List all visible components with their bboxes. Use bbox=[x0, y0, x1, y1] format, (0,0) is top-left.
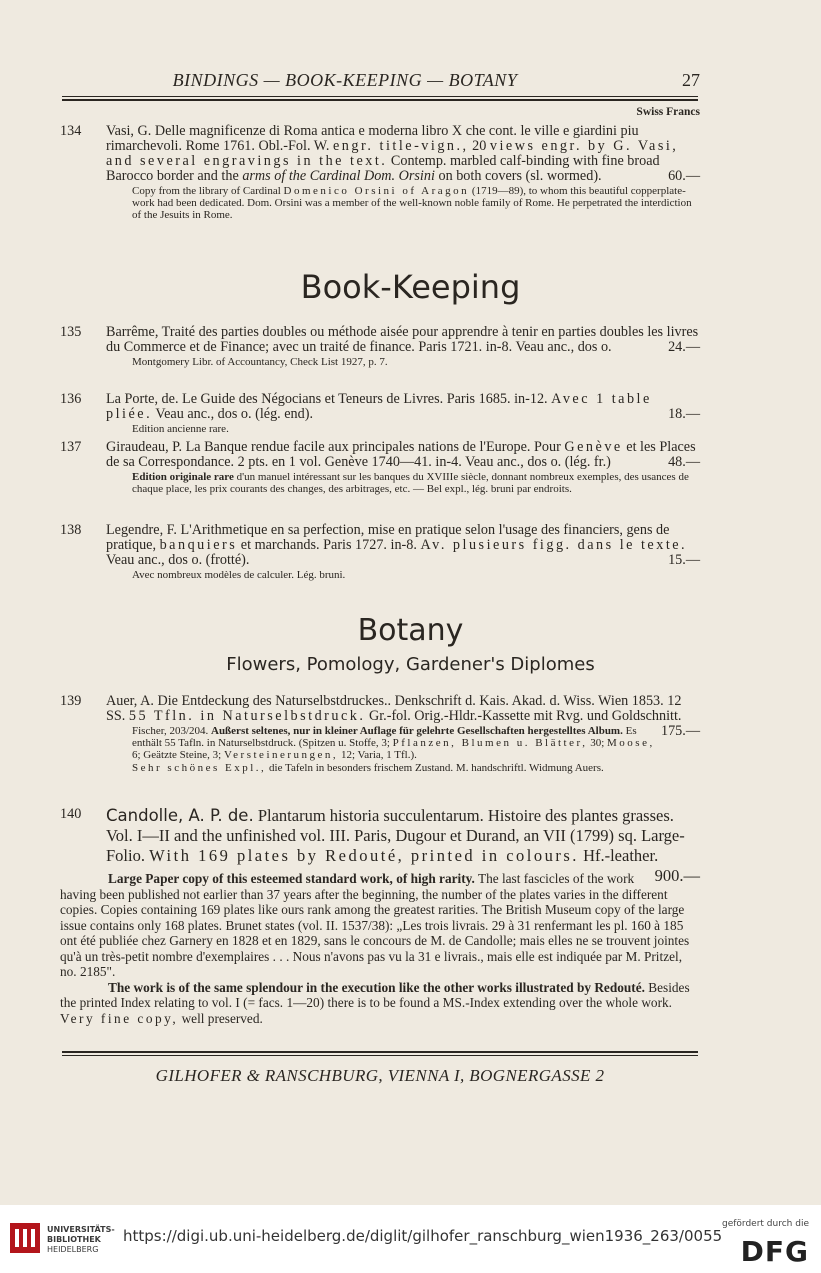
entry-note: Montgomery Libr. of Accountancy, Check List 1927, p. 7. bbox=[132, 356, 388, 368]
entry-text: on both covers (sl. wormed). bbox=[438, 168, 602, 184]
entry-text: Legendre, F. L'Arithmetique en sa perfection, mise en pratique selon l'usage des financiers, gens de pratique, bbox=[106, 522, 670, 553]
header-rule-thick bbox=[62, 99, 698, 101]
entry-text-spaced: Avec 1 table pliée. bbox=[106, 391, 652, 422]
currency-label: Swiss Francs bbox=[636, 106, 700, 118]
price: 15.— bbox=[668, 552, 700, 568]
entry-139 bbox=[60, 694, 700, 774]
entry-note: Sehr schönes Expl., die Tafeln in besonders frischem Zustand. M. handschriftl. Widmung Auers. bbox=[132, 762, 604, 774]
entry-text: Veau anc., dos o. (lég. end). bbox=[155, 406, 314, 422]
section-title-bookkeeping: Book-Keeping bbox=[300, 268, 521, 306]
entry-text: Auer, A. Die Entdeckung des Naturselbstdruckes.. Denkschrift d. Kais. Akad. d. Wiss. Wien 1853. 12 SS. bbox=[106, 693, 682, 724]
entry-text-spaced: banquiers bbox=[159, 537, 238, 553]
entry-140 bbox=[60, 806, 700, 1026]
entry-number: 139 bbox=[60, 693, 82, 709]
price: 18.— bbox=[668, 406, 700, 422]
section-title-botany: Botany bbox=[357, 613, 464, 648]
entry-text: Veau anc., dos o. (frotté). bbox=[106, 552, 250, 568]
university-logo-icon bbox=[8, 1221, 42, 1255]
entry-note: Fischer, 203/204. Außerst seltenes, nur in kleiner Auflage für gelehrte Gesellschaften hergestelltes Album. Es enthält 55 Tafln. in Naturselbstdruck. (Spitzen u. Stoffe, 3; Pflanzen, Blumen u. Blätter, 30; Moose, 6; Geätzte Steine, 3; Versteinerungen, 12; Varia, 1 Tfl.). bbox=[132, 725, 655, 761]
footer-rule-thin bbox=[62, 1055, 698, 1056]
entry-text-spaced: views engr. by G. Vasi, and several engravings in the text. bbox=[106, 138, 679, 169]
entry-paragraph: Large Paper copy of this esteemed standard work, of high rarity. The last fascicles of the work having been published not earlier than 37 years after the beginning, the number of the plates varies in the different copies. Copies containing 169 plates like ours rank among the greatest rarities. The British Museum copy of the large issue contains only 168 plates. Brunet states (vol. II. 1537/38): „Les trois livrais. 29 à 31 renfermant les pl. 160 à 185 ont été publiée chez Garnery en 1828 et en 1829, sans le concours de M. de Candolle; mais elles ne se trouvent jointes qu'à un très-petit nombre d'exemplaires . . . Nous n'avons pas vu la 31 e livrais., mais elle est indiquée par M. Pritzel, no. 2185". bbox=[60, 871, 690, 979]
entry-number: 140 bbox=[60, 806, 82, 822]
funded-by-label: gefördert durch die bbox=[722, 1219, 809, 1229]
entry-number: 138 bbox=[60, 522, 82, 538]
entry-text: 20 bbox=[472, 138, 487, 154]
entry-text-spaced: Genève bbox=[564, 439, 623, 455]
price: 900.— bbox=[654, 866, 700, 885]
entry-text-spaced: 55 Tfln. in Naturselbstdruck. bbox=[128, 708, 366, 724]
viewer-bar bbox=[0, 1205, 821, 1273]
publisher-footer: GILHOFER & RANSCHBURG, VIENNA I, BOGNERGASSE 2 bbox=[155, 1066, 605, 1085]
entry-136 bbox=[60, 392, 700, 435]
entry-text-spaced: Av. plusieurs figg. dans le texte. bbox=[420, 537, 688, 553]
header-rule-thin bbox=[62, 96, 698, 97]
entry-text: Contemp. marbled calf-binding with fine broad Barocco border and the bbox=[106, 153, 660, 184]
entry-number: 135 bbox=[60, 324, 82, 340]
price: 60.— bbox=[668, 168, 700, 184]
entry-note: Edition originale rare d'un manuel intéressant sur les banques du XVIIIe siècle, donnant nombreux exemples, des usances de chaque place, les prix courants des changes, des arbitrages, etc. — Bel expl., lég. bruni par endroits. bbox=[132, 471, 689, 495]
running-header bbox=[60, 70, 700, 94]
entry-number: 134 bbox=[60, 123, 82, 139]
entry-137 bbox=[60, 440, 700, 495]
entry-text-spaced: engr. title-vign., bbox=[332, 138, 469, 154]
footer-rule-thick bbox=[62, 1051, 698, 1053]
entry-text-italic: arms of the Cardinal Dom. Orsini bbox=[242, 168, 435, 184]
section-subtitle-botany: Flowers, Pomology, Gardener's Diplomes bbox=[226, 654, 595, 675]
entry-text: Barrême, Traité des parties doubles ou méthode aisée pour apprendre à tenir en parties doubles les livres du Commerce et de Finance; avec un traité de finance. Paris 1721. in-8. Veau anc., dos o. bbox=[106, 324, 699, 355]
entry-note: Copy from the library of Cardinal Domenico Orsini of Aragon (1719—89), to whom this beautiful copperplate-work had been dedicated. Dom. Orsini was a member of the well-known noble family of Rome. He perpetrated the interdiction of the Jesuits in Rome. bbox=[132, 185, 692, 221]
entry-note: Avec nombreux modèles de calculer. Lég. bruni. bbox=[132, 569, 346, 581]
permalink-url[interactable]: https://digi.ub.uni-heidelberg.de/diglit/gilhofer_ranschburg_wien1936_263/0055 bbox=[123, 1227, 723, 1245]
price: 175.— bbox=[660, 723, 700, 739]
entry-text: Gr.-fol. Orig.-Hldr.-Kassette mit Rvg. und Goldschnitt. bbox=[368, 708, 682, 724]
entry-number: 137 bbox=[60, 439, 82, 455]
entry-note: Edition ancienne rare. bbox=[132, 423, 229, 435]
entry-text: et les Places de sa Correspondance. 2 pts. en 1 vol. Genève 1740—41. in-4. Veau anc., dos o. (lég. fr.) bbox=[106, 439, 696, 470]
library-name: UNIVERSITÄTS- BIBLIOTHEK HEIDELBERG bbox=[47, 1225, 115, 1254]
entry-paragraph: The work is of the same splendour in the execution like the other works illustrated by Redouté. Besides the printed Index relating to vol. I (= facs. 1—20) there is to be found a MS.-Index extending over the whole work. Very fine copy, well preserved. bbox=[60, 979, 690, 1026]
price: 24.— bbox=[668, 339, 700, 355]
entry-text: La Porte, de. Le Guide des Négocians et Teneurs de Livres. Paris 1685. in-12. bbox=[106, 391, 548, 407]
page-number: 27 bbox=[682, 70, 700, 90]
price: 48.— bbox=[668, 454, 700, 470]
entry-134 bbox=[60, 124, 700, 221]
entry-138 bbox=[60, 523, 700, 581]
entry-text: Giraudeau, P. La Banque rendue facile aux principales nations de l'Europe. Pour bbox=[106, 439, 561, 455]
entry-text: Vasi, G. Delle magnificenze di Roma antica e moderna libro X che cont. le ville e giardini piu rimarchevoli. Rome 1761. Obl.-Fol. W. bbox=[106, 123, 639, 154]
entry-135 bbox=[60, 325, 700, 368]
header-title: BINDINGS — BOOK-KEEPING — BOTANY bbox=[172, 70, 518, 90]
entry-number: 136 bbox=[60, 391, 82, 407]
dfg-logo: DFG bbox=[740, 1235, 809, 1268]
entry-text: et marchands. Paris 1727. in-8. bbox=[240, 537, 417, 553]
entry-title: Candolle, A. P. de. Plantarum historia succulentarum. Histoire des plantes grasses. Vol. I—II and the unfinished vol. III. Paris, Dugour et Durand, an VII (1799) sq. Large-Folio. With 169 plates by Redouté, printed in colours. Hf.-leather. 900.— bbox=[106, 806, 700, 885]
